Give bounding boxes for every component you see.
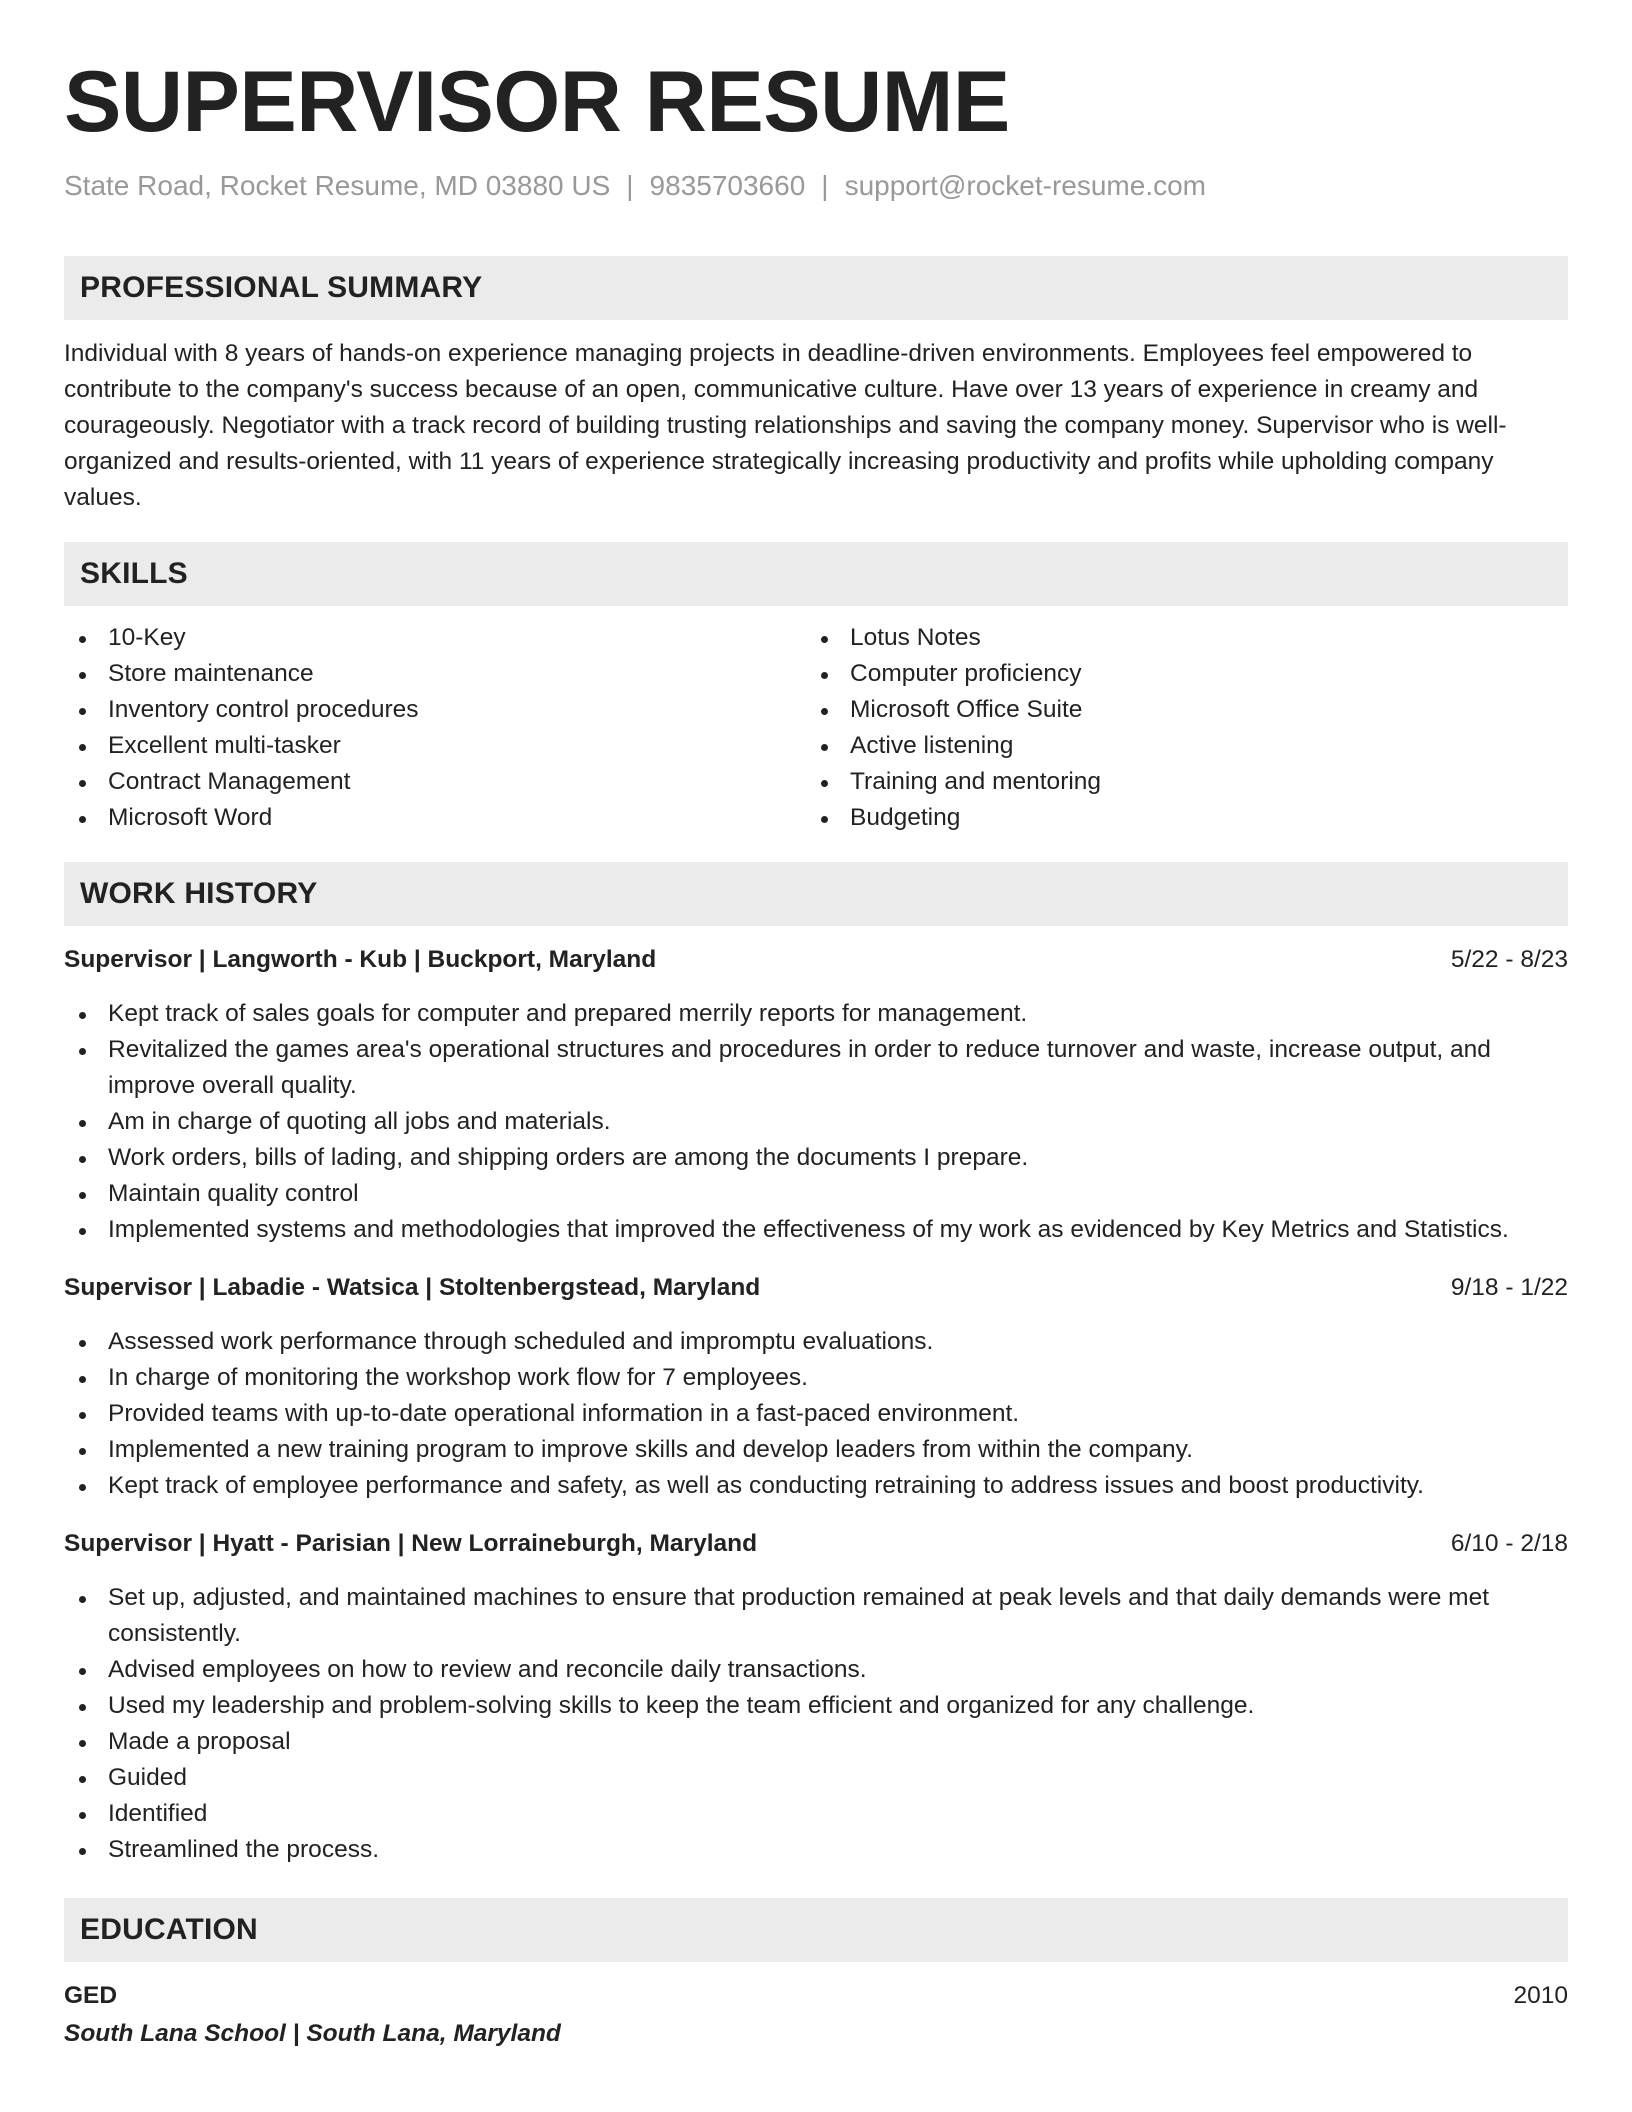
skill-item: Budgeting: [806, 800, 1548, 836]
job-bullet: Maintain quality control: [64, 1176, 1568, 1212]
education-entry: [64, 1978, 1568, 2052]
job-bullet: Implemented a new training program to improve skills and develop leaders from within the company.: [64, 1432, 1568, 1468]
job-bullet: Kept track of sales goals for computer and prepared merrily reports for management.: [64, 996, 1568, 1032]
job-dates: 6/10 - 2/18: [1450, 1530, 1568, 1557]
job-bullets: [64, 996, 1568, 1248]
job-bullet: Used my leadership and problem-solving skills to keep the team efficient and organized for any challenge.: [64, 1688, 1568, 1724]
job-bullet: Streamlined the process.: [64, 1832, 1568, 1868]
job-header: [64, 942, 1568, 978]
skills-column-right: [806, 620, 1548, 836]
job-bullet: Assessed work performance through scheduled and impromptu evaluations.: [64, 1324, 1568, 1360]
skills-list: [64, 620, 1568, 836]
section-heading-work-history: WORK HISTORY: [64, 862, 1568, 926]
job-bullet: In charge of monitoring the workshop work flow for 7 employees.: [64, 1360, 1568, 1396]
job-entry: [64, 1270, 1568, 1504]
job-bullet: Provided teams with up-to-date operational information in a fast-paced environment.: [64, 1396, 1568, 1432]
job-bullet: Set up, adjusted, and maintained machines to ensure that production remained at peak levels and that daily demands were met consistently.: [64, 1580, 1568, 1652]
skill-item: Lotus Notes: [806, 620, 1548, 656]
contact-address: State Road, Rocket Resume, MD 03880 US: [64, 170, 611, 201]
job-entry: [64, 1526, 1568, 1868]
job-bullet: Made a proposal: [64, 1724, 1568, 1760]
skill-item: 10-Key: [64, 620, 806, 656]
skill-item: Microsoft Office Suite: [806, 692, 1548, 728]
skill-item: Microsoft Word: [64, 800, 806, 836]
skill-item: Inventory control procedures: [64, 692, 806, 728]
job-bullet: Revitalized the games area's operational structures and procedures in order to reduce turnover and waste, increase output, and improve overall quality.: [64, 1032, 1568, 1104]
contact-phone: 9835703660: [649, 170, 806, 201]
education-header: [64, 1978, 1568, 2014]
job-bullet: Identified: [64, 1796, 1568, 1832]
job-bullet: Work orders, bills of lading, and shipping orders are among the documents I prepare.: [64, 1140, 1568, 1176]
summary-text: Individual with 8 years of hands-on experience managing projects in deadline-driven environments. Employees feel empowered to contribute to the company's success because of an open, communicative culture. Have over 13 years of experience in creamy and courageously. Negotiator with a track record of building trusting relationships and saving the company money. Supervisor who is well-organized and results-oriented, with 11 years of experience strategically increasing productivity and profits while upholding company values.: [64, 340, 1507, 511]
job-bullet: Guided: [64, 1760, 1568, 1796]
job-bullet: Kept track of employee performance and safety, as well as conducting retraining to address issues and boost productivity.: [64, 1468, 1568, 1504]
job-title: Supervisor | Hyatt - Parisian | New Lorraineburgh, Maryland: [64, 1530, 758, 1557]
skills-column-left: [64, 620, 806, 836]
education-degree: GED: [64, 1982, 118, 2009]
job-bullet: Am in charge of quoting all jobs and materials.: [64, 1104, 1568, 1140]
contact-separator: |: [626, 170, 634, 201]
section-heading-summary: PROFESSIONAL SUMMARY: [64, 256, 1568, 320]
job-bullets: [64, 1324, 1568, 1504]
resume-title: SUPERVISOR RESUME: [64, 54, 1010, 150]
job-bullet: Advised employees on how to review and reconcile daily transactions.: [64, 1652, 1568, 1688]
contact-separator: |: [821, 170, 829, 201]
job-entry: [64, 942, 1568, 1248]
job-header: [64, 1526, 1568, 1562]
skill-item: Active listening: [806, 728, 1548, 764]
skill-item: Excellent multi-tasker: [64, 728, 806, 764]
education-school: South Lana School | South Lana, Maryland: [64, 2020, 561, 2047]
skill-item: Training and mentoring: [806, 764, 1548, 800]
job-dates: 9/18 - 1/22: [1450, 1274, 1568, 1301]
skill-item: Store maintenance: [64, 656, 806, 692]
section-heading-education: EDUCATION: [64, 1898, 1568, 1962]
skill-item: Contract Management: [64, 764, 806, 800]
job-title: Supervisor | Labadie - Watsica | Stoltenbergstead, Maryland: [64, 1274, 761, 1301]
education-year: 2010: [1513, 1982, 1568, 2009]
section-heading-skills: SKILLS: [64, 542, 1568, 606]
skill-item: Computer proficiency: [806, 656, 1548, 692]
job-dates: 5/22 - 8/23: [1450, 946, 1568, 973]
job-bullets: [64, 1580, 1568, 1868]
job-title: Supervisor | Langworth - Kub | Buckport, Maryland: [64, 946, 657, 973]
job-bullet: Implemented systems and methodologies that improved the effectiveness of my work as evidenced by Key Metrics and Statistics.: [64, 1212, 1568, 1248]
job-header: [64, 1270, 1568, 1306]
contact-email[interactable]: support@rocket-resume.com: [844, 170, 1206, 201]
contact-line: [64, 168, 1568, 204]
